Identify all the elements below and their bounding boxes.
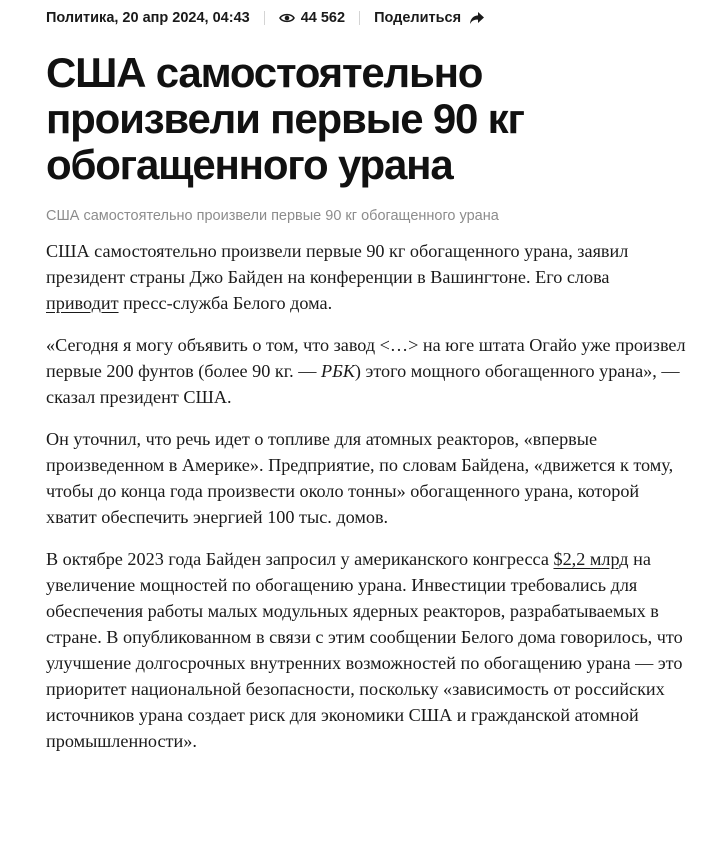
- budget-link[interactable]: $2,2 млрд: [553, 549, 629, 569]
- article-meta: [46, 8, 686, 28]
- share-button[interactable]: [374, 10, 485, 26]
- paragraph-4: [46, 546, 686, 754]
- share-arrow-icon: [469, 11, 485, 25]
- text: на увеличение мощностей по обогащению урана. Инвестиции требовались для обеспечения работы малых модульных ядерных реакторов, разрабатываемых в стране. В опубликованном в связи с этим сообщении Белого дома говорилось, что улучшение долгосрочных внутренних возможностей по обогащению урана — это приоритет национальной безопасности, поскольку «зависимость от российских источников урана создает риск для экономики США и гражданской атомной промышленности».: [46, 549, 683, 751]
- views-counter: [279, 10, 345, 26]
- source-mention: РБК: [321, 361, 355, 381]
- text: В октябре 2023 года Байден запросил у американского конгресса: [46, 549, 554, 569]
- views-count: 44 562: [300, 10, 346, 26]
- text: США самостоятельно произвели первые 90 кг обогащенного урана, заявил президент страны Джо Байден на конференции в Вашингтоне. Его слова: [46, 241, 629, 287]
- source-link[interactable]: приводит: [46, 293, 119, 313]
- article: [46, 0, 686, 754]
- text: пресс-служба Белого дома.: [118, 293, 333, 313]
- paragraph-3: Он уточнил, что речь идет о топливе для атомных реакторов, «впервые произведенном в Америке». Предприятие, по словам Байдена, «движется к тому, чтобы до конца года произвести около тонны» обогащенного урана, которой хватит обеспечить энергией 100 тыс. домов.: [46, 429, 674, 527]
- text: «Сегодня я могу объявить о том, что завод <…> на юге штата Огайо уже произвел первые 200 фунтов (более 90 кг. —: [46, 335, 686, 381]
- eye-icon: [279, 12, 295, 24]
- paragraph-2: [46, 332, 686, 410]
- divider: [359, 11, 360, 25]
- category-date: Политика, 20 апр 2024, 04:43: [46, 10, 250, 26]
- share-label: Поделиться: [374, 10, 462, 26]
- text: ) этого мощного обогащенного урана», — сказал президент США.: [46, 361, 680, 407]
- paragraph-1: [46, 238, 686, 316]
- page-title: США самостоятельно произвели первые 90 кг обогащенного урана: [46, 49, 524, 188]
- article-body: [46, 238, 686, 754]
- divider: [264, 11, 265, 25]
- page-subtitle: США самостоятельно произвели первые 90 кг обогащенного урана: [46, 208, 499, 224]
